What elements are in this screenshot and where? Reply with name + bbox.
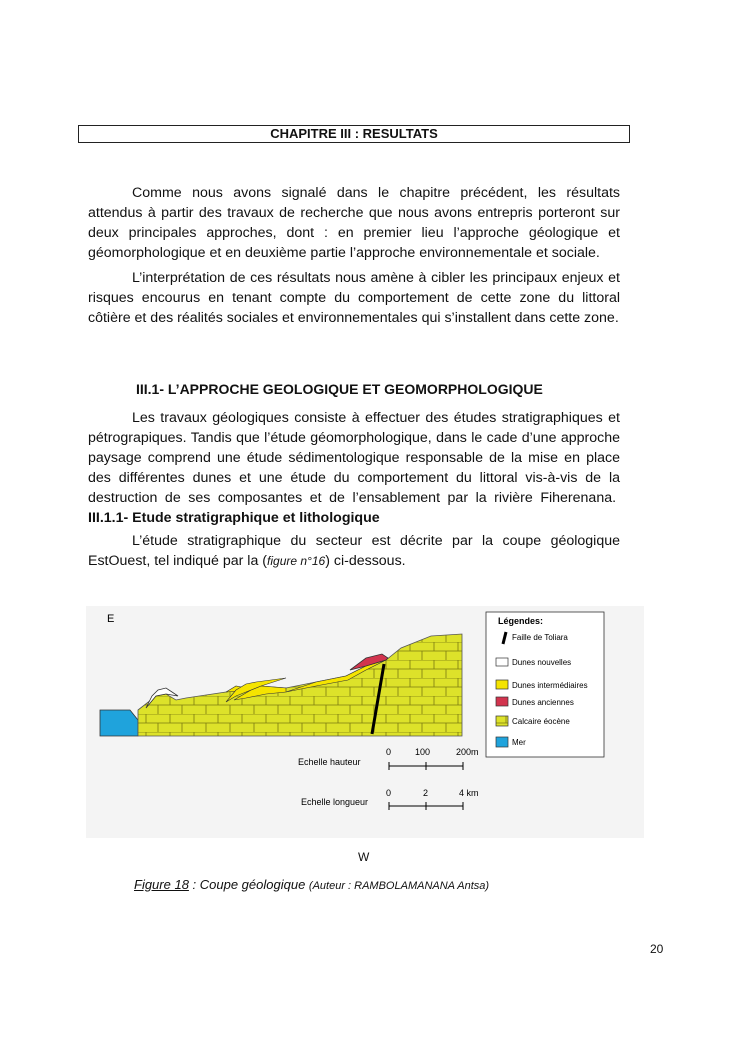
subsection-title: III.1.1- Etude stratigraphique et lithologique [88, 510, 380, 526]
height-scale-tick-2: 200m [456, 747, 479, 757]
caption-author: (Auteur : RAMBOLAMANANA Antsa) [308, 880, 490, 892]
legend-sea-label: Mer [512, 738, 526, 747]
caption-figure-ref: Figure 18 [134, 877, 189, 892]
length-scale-bar [389, 802, 463, 810]
section-paragraph-1-text: Les travaux géologiques consiste à effectuer des études stratigraphiques et pétrograpiques. Tandis que l’étude géomorphologique, dans le cade d’une approche paysage comprend une étude sédimentologique responsable de la mise en place des différentes dunes et une étude du comportement du littoral vis-à-vis de la destruction de ses composantes et de l’ensablement par la rivière Fiherenana. [88, 410, 620, 506]
legend-intermediate-dunes-swatch [496, 680, 508, 689]
height-scale-bar [389, 762, 463, 770]
legend-fault-label: Faille de Toliara [512, 633, 568, 642]
height-scale-tick-0: 0 [386, 747, 392, 757]
eocene-limestone [138, 634, 462, 736]
west-label: W [358, 850, 370, 864]
length-scale-tick-2: 4 km [459, 788, 479, 798]
legend-ancient-dunes-swatch [496, 697, 508, 706]
section-paragraph-2 [88, 531, 620, 571]
geological-cross-section-figure [86, 606, 644, 838]
length-scale-label: Echelle longueur [301, 797, 369, 807]
figure-caption [134, 877, 489, 892]
length-scale-tick-1: 2 [423, 788, 429, 798]
figure-reference: figure n°16 [267, 554, 326, 568]
legend-new-dunes-label: Dunes nouvelles [512, 658, 572, 667]
section-title: III.1- L’APPROCHE GEOLOGIQUE ET GEOMORPHOLOGIQUE [136, 381, 543, 397]
legend-limestone-label: Calcaire éocène [512, 717, 570, 726]
length-scale-tick-0: 0 [386, 788, 392, 798]
height-scale-tick-1: 100 [415, 747, 431, 757]
intro-paragraph-2: L’interprétation de ces résultats nous amène à cibler les principaux enjeux et risques encourus en tenant compte du comportement de cette zone du littoral côtière et des réalités sociales et environnementales qui s’installent dans cette zone. [88, 270, 620, 326]
chapter-title: CHAPITRE III : RESULTATS [78, 125, 630, 143]
height-scale-label: Echelle hauteur [298, 757, 361, 767]
legend-ancient-dunes-label: Dunes anciennes [512, 698, 574, 707]
legend-limestone-swatch [496, 716, 508, 726]
caption-text: : Coupe géologique [188, 877, 309, 892]
section-paragraph-1 [88, 408, 620, 528]
sea-area [100, 710, 138, 736]
legend-intermediate-dunes-label: Dunes intermédiaires [512, 681, 588, 690]
intro-paragraph-1: Comme nous avons signalé dans le chapitre précédent, les résultats attendus à partir des travaux de recherche que nous avons entrepris porteront sur deux principales approches, dont : en premier lieu l’approche géologique et géomorphologique et en deuxième partie l’approche environnementale et sociale. [88, 185, 620, 261]
page-number: 20 [650, 942, 664, 956]
legend-title: Légendes: [498, 616, 544, 626]
paragraph-2-text-before: L’étude stratigraphique du secteur est décrite par la coupe géologique EstOuest, tel indiqué par la ( [88, 533, 620, 569]
legend-new-dunes-swatch [496, 658, 508, 666]
legend-sea-swatch [496, 737, 508, 747]
east-label: E [107, 613, 115, 625]
paragraph-2-text-after: ) ci-dessous. [325, 553, 406, 569]
